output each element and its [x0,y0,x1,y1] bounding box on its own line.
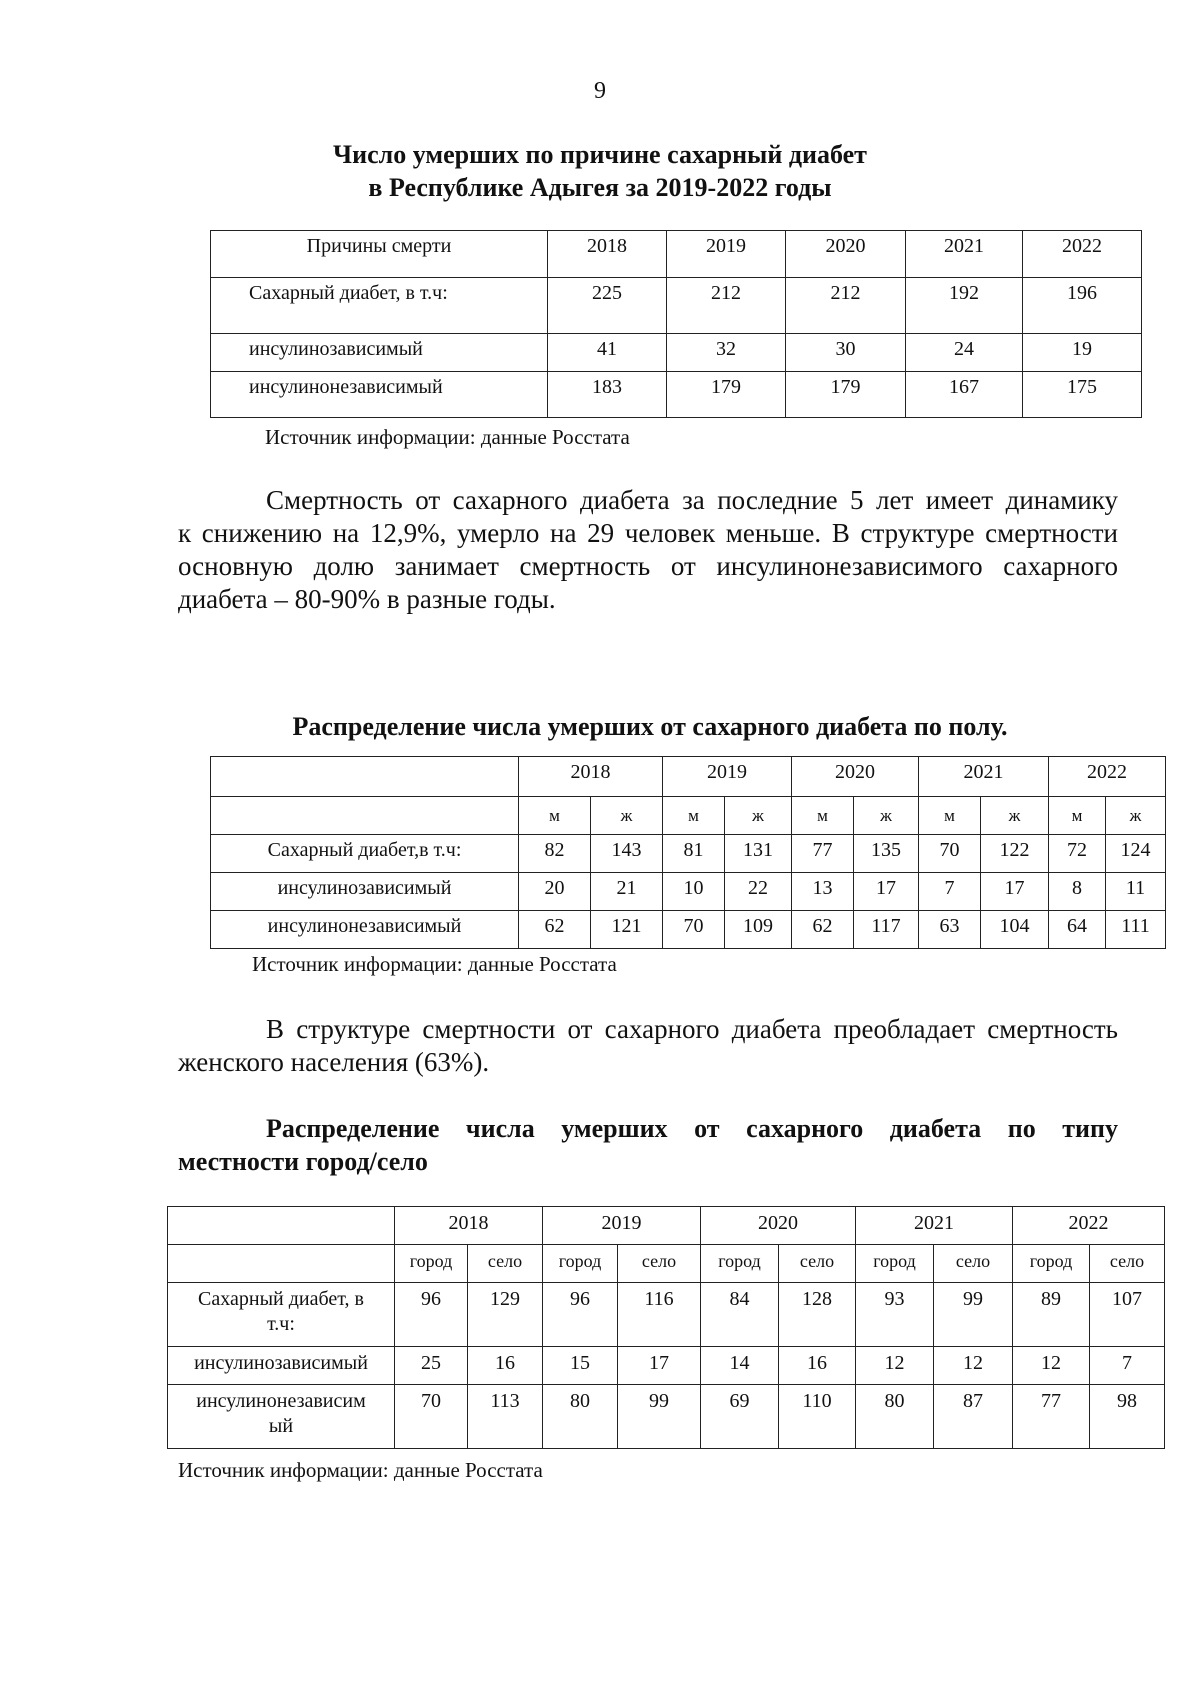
header-village: село [934,1245,1013,1283]
paragraph-female-share [178,1013,1118,1079]
cell-value: 64 [1049,911,1106,949]
cell-value: 111 [1106,911,1166,949]
cell-value: 183 [548,372,667,418]
deaths-by-locality-table [167,1206,1165,1449]
cell-value: 109 [725,911,792,949]
header-year: 2018 [519,757,663,797]
table3-source: Источник информации: данные Росстата [178,1458,543,1482]
cell-value: 129 [468,1283,543,1347]
table-row [211,911,1166,949]
cell-value: 135 [854,835,919,873]
cell-value: 12 [934,1347,1013,1385]
cell-value: 84 [701,1283,779,1347]
table-row [211,278,1142,334]
cell-value: 69 [701,1385,779,1449]
table1-title-line2: в Республике Адыгея за 2019-2022 годы [368,173,832,202]
header-year: 2019 [663,757,792,797]
cell-value: 16 [468,1347,543,1385]
cell-value: 30 [786,334,906,372]
header-male: м [919,797,981,835]
empty-header-cell [168,1245,395,1283]
header-year: 2022 [1013,1207,1165,1245]
header-village: село [1090,1245,1165,1283]
cell-value: 16 [779,1347,856,1385]
header-year: 2018 [548,231,667,278]
cell-value: 70 [395,1385,468,1449]
cell-value: 15 [543,1347,618,1385]
header-year: 2019 [543,1207,701,1245]
table3-title-line1: Распределение числа умерших от сахарного диабета по типу [266,1114,1118,1143]
row-label [168,1385,395,1449]
cell-value: 24 [906,334,1023,372]
header-year: 2021 [906,231,1023,278]
cell-value: 225 [548,278,667,334]
cell-value: 104 [981,911,1049,949]
cell-value: 192 [906,278,1023,334]
table3-title-line2: местности город/село [178,1147,428,1176]
row-label-line: Сахарный диабет, в [198,1288,364,1310]
table-row [168,1347,1165,1385]
header-year: 2020 [701,1207,856,1245]
row-label: инсулинонезависимый [211,911,519,949]
cell-value: 143 [591,835,663,873]
cell-value: 7 [919,873,981,911]
header-city: город [856,1245,934,1283]
cell-value: 128 [779,1283,856,1347]
cell-value: 80 [856,1385,934,1449]
row-label-line: инсулинонезависим [196,1390,366,1412]
cell-value: 110 [779,1385,856,1449]
cell-value: 131 [725,835,792,873]
row-label [168,1347,395,1385]
cell-value: 82 [519,835,591,873]
header-year: 2022 [1023,231,1142,278]
header-city: город [701,1245,779,1283]
header-year: 2018 [395,1207,543,1245]
cell-value: 19 [1023,334,1142,372]
cell-value: 179 [786,372,906,418]
header-female: ж [854,797,919,835]
cell-value: 96 [395,1283,468,1347]
header-male: м [792,797,854,835]
header-year: 2021 [919,757,1049,797]
cell-value: 98 [1090,1385,1165,1449]
cell-value: 32 [667,334,786,372]
cell-value: 7 [1090,1347,1165,1385]
header-year: 2022 [1049,757,1166,797]
year-header-row [211,757,1166,797]
header-female: ж [591,797,663,835]
empty-header-cell [168,1207,395,1245]
paragraph-line: Смертность от сахарного диабета за последние 5 лет имеет динамику [266,485,1118,515]
row-label-line: т.ч: [267,1313,295,1335]
header-year: 2019 [667,231,786,278]
cell-value: 81 [663,835,725,873]
locality-header-row [168,1245,1165,1283]
deaths-by-sex-table [210,756,1166,949]
cell-value: 122 [981,835,1049,873]
table-header-row [211,231,1142,278]
cell-value: 93 [856,1283,934,1347]
cell-value: 25 [395,1347,468,1385]
table-row [211,835,1166,873]
cell-value: 11 [1106,873,1166,911]
year-header-row [168,1207,1165,1245]
cell-value: 14 [701,1347,779,1385]
cell-value: 99 [618,1385,701,1449]
header-city: город [1013,1245,1090,1283]
header-male: м [519,797,591,835]
cell-value: 10 [663,873,725,911]
header-city: город [543,1245,618,1283]
cell-value: 21 [591,873,663,911]
cell-value: 212 [667,278,786,334]
header-year: 2021 [856,1207,1013,1245]
cell-value: 70 [663,911,725,949]
table1-source: Источник информации: данные Росстата [265,425,630,449]
cell-value: 196 [1023,278,1142,334]
row-label [168,1283,395,1347]
row-label: инсулинонезависимый [211,372,548,418]
sex-header-row [211,797,1166,835]
header-female: ж [981,797,1049,835]
cell-value: 70 [919,835,981,873]
table1-title-line1: Число умерших по причине сахарный диабет [333,140,867,169]
row-label-line: инсулинозависимый [194,1352,368,1374]
cell-value: 62 [792,911,854,949]
table-row [211,334,1142,372]
table2-source: Источник информации: данные Росстата [252,952,617,976]
header-village: село [468,1245,543,1283]
row-label: инсулинозависимый [211,334,548,372]
row-label: Сахарный диабет,в т.ч: [211,835,519,873]
empty-header-cell [211,797,519,835]
cell-value: 113 [468,1385,543,1449]
row-label: Сахарный диабет, в т.ч: [211,278,548,334]
cell-value: 17 [618,1347,701,1385]
cell-value: 96 [543,1283,618,1347]
cell-value: 77 [1013,1385,1090,1449]
header-village: село [618,1245,701,1283]
header-female: ж [725,797,792,835]
cell-value: 107 [1090,1283,1165,1347]
cell-value: 124 [1106,835,1166,873]
paragraph-text: к снижению на 12,9%, умерло на 29 человек меньше. В структуре смертности основную долю занимает смертность от инсулинонезависимого сахарного диабета – 80-90% в разные годы. [178,518,1118,614]
cell-value: 41 [548,334,667,372]
header-year: 2020 [792,757,919,797]
empty-header-cell [211,757,519,797]
table2-title: Распределение числа умерших от сахарного диабета по полу. [292,712,1008,741]
table-row [211,873,1166,911]
header-village: село [779,1245,856,1283]
table-row [168,1385,1165,1449]
cell-value: 8 [1049,873,1106,911]
cell-value: 167 [906,372,1023,418]
cell-value: 72 [1049,835,1106,873]
paragraph-text: женского населения (63%). [178,1047,490,1077]
header-male: м [663,797,725,835]
cell-value: 77 [792,835,854,873]
table-row [211,372,1142,418]
cell-value: 12 [856,1347,934,1385]
table1-title [200,138,1000,204]
table3-title [178,1112,1118,1178]
cell-value: 99 [934,1283,1013,1347]
cell-value: 62 [519,911,591,949]
cell-value: 17 [854,873,919,911]
cell-value: 20 [519,873,591,911]
row-label: инсулинозависимый [211,873,519,911]
cell-value: 80 [543,1385,618,1449]
cell-value: 116 [618,1283,701,1347]
deaths-by-type-table [210,230,1142,418]
header-city: город [395,1245,468,1283]
header-cause: Причины смерти [211,231,548,278]
cell-value: 13 [792,873,854,911]
cell-value: 175 [1023,372,1142,418]
table-row [168,1283,1165,1347]
cell-value: 117 [854,911,919,949]
paragraph-mortality-trend [178,484,1118,616]
cell-value: 17 [981,873,1049,911]
header-male: м [1049,797,1106,835]
cell-value: 89 [1013,1283,1090,1347]
page-number: 9 [594,78,606,104]
cell-value: 22 [725,873,792,911]
cell-value: 179 [667,372,786,418]
cell-value: 212 [786,278,906,334]
header-year: 2020 [786,231,906,278]
cell-value: 12 [1013,1347,1090,1385]
paragraph-line: В структуре смертности от сахарного диабета преобладает смертность [266,1014,1118,1044]
cell-value: 121 [591,911,663,949]
cell-value: 87 [934,1385,1013,1449]
header-female: ж [1106,797,1166,835]
cell-value: 63 [919,911,981,949]
row-label-line: ый [268,1415,294,1437]
